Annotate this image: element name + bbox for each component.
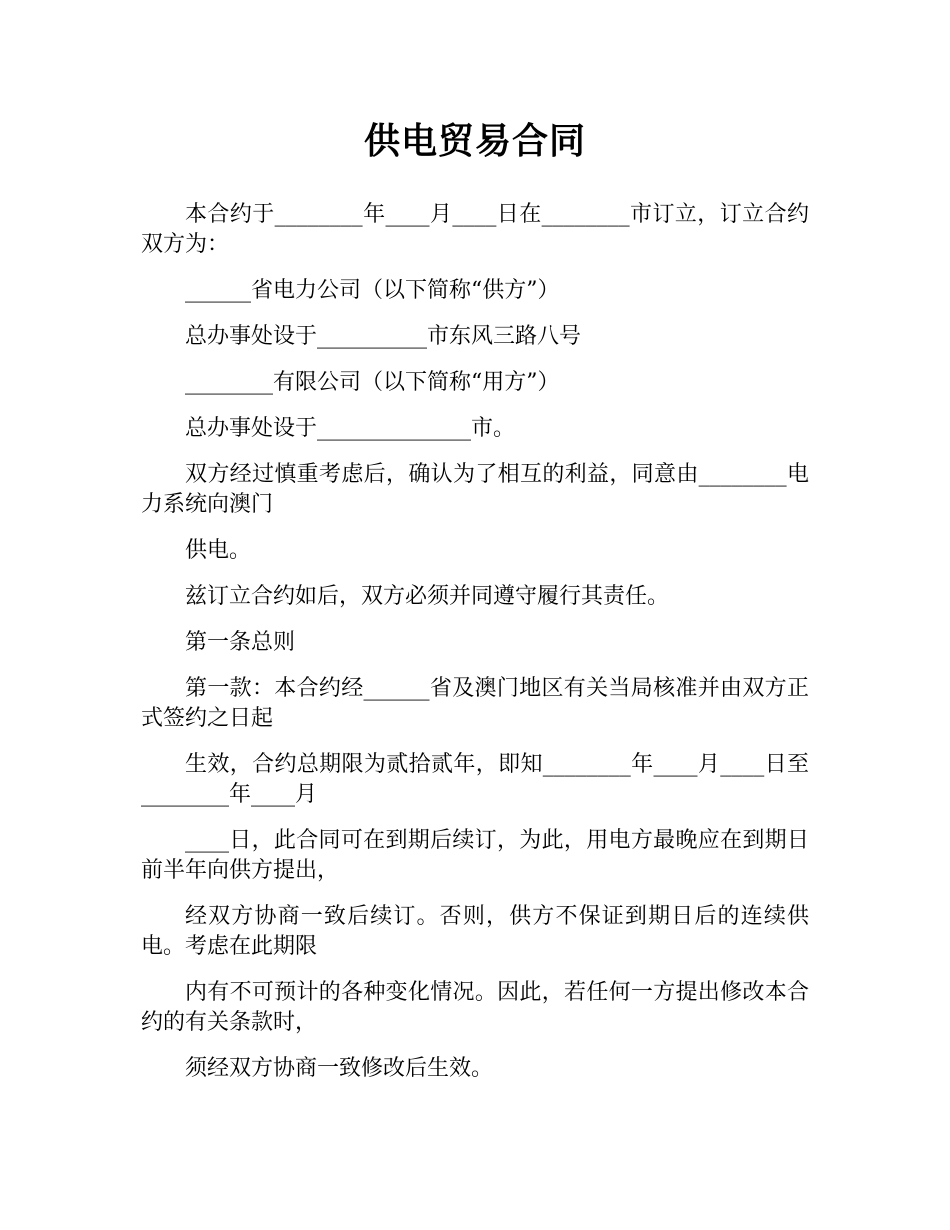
document-body bbox=[141, 200, 809, 1100]
paragraph-modification: 内有不可预计的各种变化情况。因此，若任何一方提出修改本合约的有关条款时， bbox=[141, 980, 809, 1035]
paragraph-obligations: 兹订立合约如后，双方必须并同遵守履行其责任。 bbox=[185, 584, 670, 609]
paragraph-term: 生效，合约总期限为贰拾贰年，即知________年____月____日至________年____月 bbox=[141, 752, 809, 807]
paragraph-effective: 须经双方协商一致修改后生效。 bbox=[185, 1056, 494, 1081]
paragraph-supply: 供电。 bbox=[185, 538, 252, 563]
paragraph-user: ________有限公司（以下简称“用方”） bbox=[185, 370, 560, 395]
paragraph-signing-date: 本合约于________年____月____日在________市订立，订立合约双方为： bbox=[141, 202, 809, 257]
paragraph-user-address: 总办事处设于______________市。 bbox=[185, 416, 516, 441]
paragraph-agreement: 双方经过慎重考虑后，确认为了相互的利益，同意由________电力系统向澳门 bbox=[141, 462, 809, 517]
paragraph-renewal: ____日，此合同可在到期后续订，为此，用电方最晚应在到期日前半年向供方提出， bbox=[141, 828, 809, 883]
paragraph-clause-1: 第一款：本合约经______省及澳门地区有关当局核准并由双方正式签约之日起 bbox=[141, 676, 809, 731]
paragraph-supplier: ______省电力公司（以下简称“供方”） bbox=[185, 278, 560, 303]
article-heading-general: 第一条总则 bbox=[185, 630, 296, 655]
document-title: 供电贸易合同 bbox=[363, 121, 586, 162]
paragraph-renewal-negotiation: 经双方协商一致后续订。否则，供方不保证到期日后的连续供电。考虑在此期限 bbox=[141, 904, 809, 959]
paragraph-supplier-address: 总办事处设于__________市东风三路八号 bbox=[185, 324, 582, 349]
